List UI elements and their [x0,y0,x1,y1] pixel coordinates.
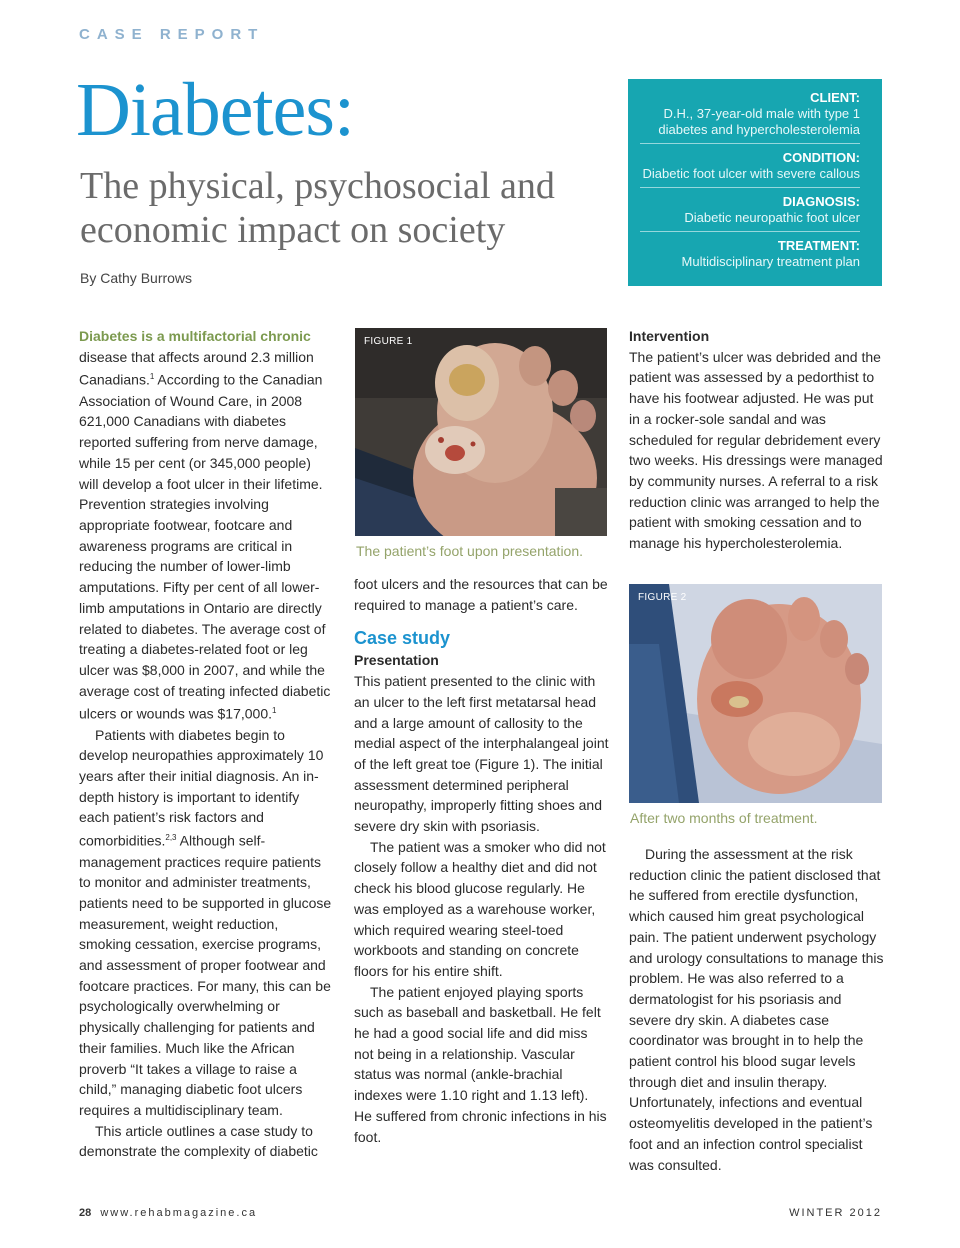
treatment-block [640,238,860,275]
lead-in-text: Diabetes is a multifactorial chronic [79,328,311,344]
paragraph-text: Although self-management practices require patients to monitor and administer treatments, patients need to be supported in glucose measurement, weight reduction, smoking cessation, exercise programs, and assessment of proper footwear and footcare practices. For many, this can be psychologically overwhelming or physically challenging for patients and their families. Much like the African proverb “It takes a village to raise a child,” managing diabetic foot ulcers requires a multidisciplinary team. [79,832,332,1118]
figure-1-caption: The patient’s foot upon presentation. [356,543,584,559]
column-2 [354,574,610,1147]
article-title: Diabetes: [76,68,355,152]
case-study-heading: Case study [354,628,451,649]
issue-label: WINTER 2012 [789,1207,882,1219]
column-3 [629,326,885,554]
figure-2-caption: After two months of treatment. [630,810,818,826]
reference-marker: 2,3 [165,833,177,843]
figure-1-photo [355,328,607,536]
treatment-label: TREATMENT: [777,238,860,253]
figure-1-label: FIGURE 1 [364,336,413,347]
figure-2-label: FIGURE 2 [638,592,687,603]
client-block [640,90,860,144]
reference-marker: 1 [272,706,277,716]
social-paragraph: The patient enjoyed playing sports such as baseball and basketball. He felt he had a good social life and did miss not being in a relationship. Vascular status was normal (ankle-brachial indexes were 1.10 right and 1.13 left). He suffered from chronic infections in his foot. [354,983,607,1145]
case-summary-box [628,79,882,286]
paragraph-text: Patients with diabetes begin to develop neuropathies approximately 10 years after their initial diagnosis. An in-depth history is important to identify each patient’s risk factors and comorbidities. [79,726,324,849]
diagnosis-block [640,194,860,232]
figure-2-photo [629,584,882,803]
presentation-subheading: Presentation [354,652,439,669]
footer-left [79,1207,257,1219]
diagnosis-value: Diabetic neuropathic foot ulcer [684,210,860,225]
paragraph-text: disease that affects around 2.3 million Canadians. [79,348,314,389]
website-link[interactable]: www.rehabmagazine.ca [100,1207,258,1219]
intervention-subheading: Intervention [629,328,710,344]
intro-paragraph [79,326,333,725]
author-byline: By Cathy Burrows [80,270,193,286]
condition-value: Diabetic foot ulcer with severe callous [642,166,860,181]
reference-marker: 1 [149,372,155,382]
page-number: 28 [79,1207,92,1219]
paragraph-text: According to the Canadian Association of Wound Care, in 2008 621,000 Canadians with diabetes reported suffering from nerve damage, while 15 per cent (or 345,000 people) will develop a foot ulcer in their lifetime. Prevention strategies involving appropriate footwear, footcare and awareness programs are critical in reducing the number of lower-limb amputations. Fifty per cent of all lower-limb amputations in Ontario are directly related to diabetes. The average cost of treating a diabetes-related foot or leg ulcer was $8,000 in 2007, and while the average cost of treating infected diabetic ulcers or wounds was $17,000. [79,372,331,722]
assessment-paragraph: During the assessment at the risk reduction clinic the patient disclosed that he suffered from erectile dysfunction, which caused him great psychological pain. The patient underwent psychology and urology consultations to manage this problem. He was also referred to a dermatologist for his psoriasis and severe dry skin. A diabetes case coordinator was brought in to help the patient control his blood sugar levels through diet and insulin therapy. Unfortunately, infections and eventual osteomyelitis developed in the patient’s foot and an infection control specialist was consulted. [629,846,884,1173]
neuropathy-paragraph [79,725,333,1121]
continuation-paragraph: foot ulcers and the resources that can be required to manage a patient’s care. [354,576,608,613]
condition-label: CONDITION: [782,150,860,165]
healed-foot-photo [629,584,882,803]
outline-paragraph: This article outlines a case study to demonstrate the complexity of diabetic [79,1122,318,1160]
column-1 [79,326,333,1162]
section-kicker: CASE REPORT [79,26,265,43]
foot-ulcer-photo [355,328,607,536]
lifestyle-paragraph: The patient was a smoker who did not closely follow a healthy diet and did not check his blood glucose regularly. He was employed as a warehouse worker, which required wearing steel-toed workboots and standing on concrete floors for his entire shift. [354,838,606,979]
intervention-paragraph: The patient’s ulcer was debrided and the patient was assessed by a pedorthist to have his footwear adjusted. He was put in a rocker-sole sandal and was scheduled for regular debridement every two weeks. His dressings were managed by community nurses. A referral to a risk reduction clinic was arranged to help the patient with smoking cessation and to manage his hypercholesterolemia. [629,348,883,552]
treatment-value: Multidisciplinary treatment plan [681,254,860,269]
article-subtitle: The physical, psychosocial and economic impact on society [80,165,555,251]
condition-block [640,150,860,188]
diagnosis-label: DIAGNOSIS: [782,194,860,209]
client-value: D.H., 37-year-old male with type 1 diabetes and hypercholesterolemia [658,106,860,137]
column-3-continued [629,844,885,1175]
client-label: CLIENT: [810,90,860,105]
presentation-paragraph: This patient presented to the clinic with an ulcer to the left first metatarsal head and a large amount of callosity to the medial aspect of the interphalangeal joint of the left great toe (Figure 1). The initial assessment determined peripheral neuropathy, improperly fitting shoes and severe dry skin with psoriasis. [354,673,609,835]
